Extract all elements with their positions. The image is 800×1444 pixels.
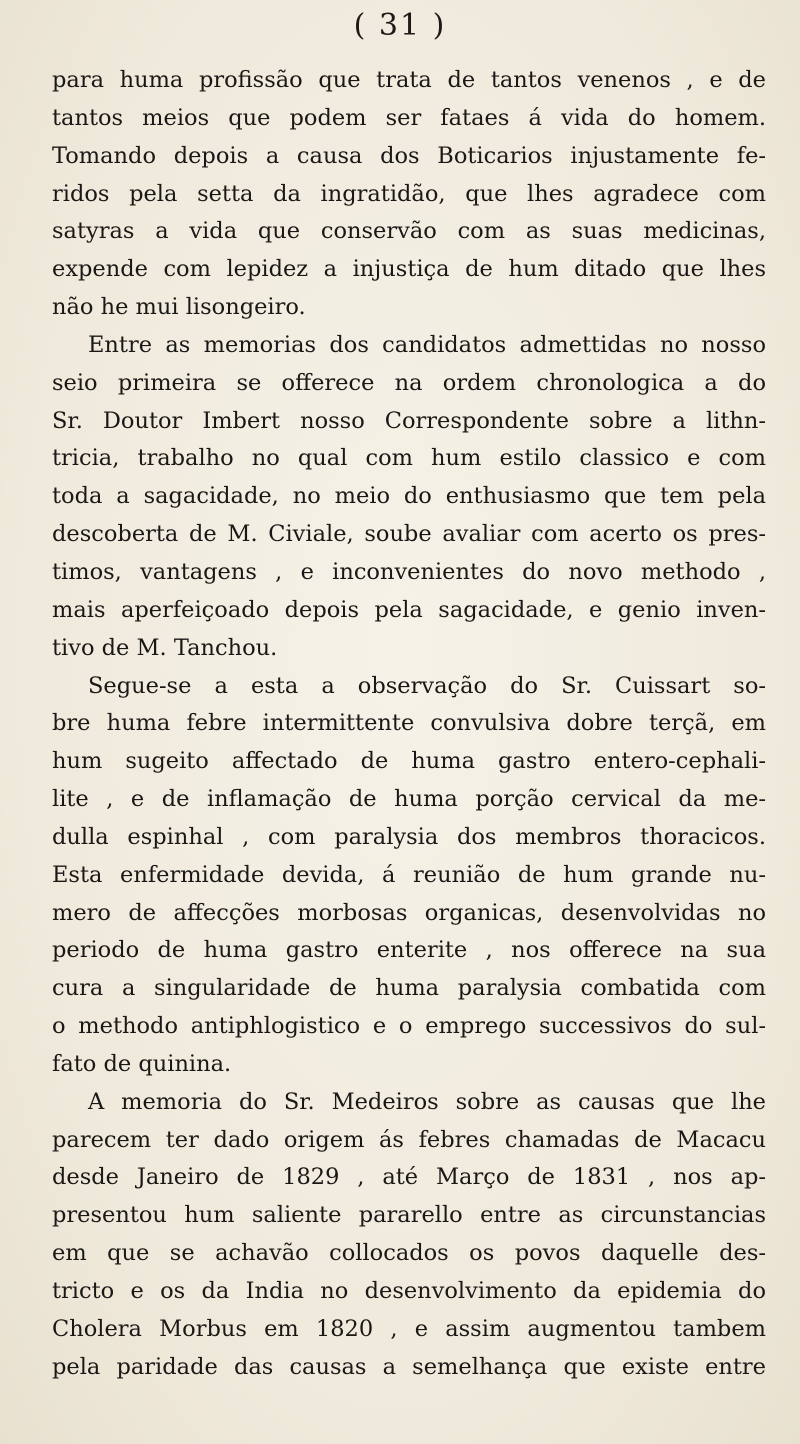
text-line: mais aperfeiçoado depois pela sagacidade, e genio inven- [52, 596, 766, 623]
text-line: fato de quinina. [52, 1050, 232, 1077]
page-number: ( 31 ) [353, 8, 447, 43]
text-line: Cholera Morbus em 1820 , e assim augmentou tambem [52, 1315, 766, 1342]
text-line: Sr. Doutor Imbert nosso Correspondente sobre a lithn- [52, 407, 766, 434]
text-line: bre huma febre intermittente convulsiva dobre terçã, em [52, 710, 766, 737]
text-line: dulla espinhal , com paralysia dos membros thoracicos. [52, 823, 766, 850]
text-line: tricia, trabalho no qual com hum estilo classico e com [52, 445, 766, 472]
text-line: satyras a vida que conservão com as suas medicinas, [52, 218, 766, 245]
text-line: tantos meios que podem ser fataes á vida do homem. [52, 104, 766, 131]
text-line: para huma profissão que trata de tantos venenos , e de [52, 67, 766, 93]
text-line: em que se achavão collocados os povos daquelle des- [52, 1240, 766, 1267]
text-line: seio primeira se offerece na ordem chronologica a do [52, 369, 766, 396]
text-line: descoberta de M. Civiale, soube avaliar com acerto os pres- [52, 521, 766, 548]
text-line: parecem ter dado origem ás febres chamadas de Macacu [52, 1126, 766, 1153]
text-line: o methodo antiphlogistico e o emprego successivos do sul- [52, 1013, 766, 1040]
text-line: cura a singularidade de huma paralysia combatida com [52, 975, 766, 1002]
text-line: toda a sagacidade, no meio do enthusiasmo que tem pela [52, 483, 766, 510]
text-line: A memoria do Sr. Medeiros sobre as causas que lhe [88, 1088, 766, 1115]
text-line: Esta enfermidade devida, á reunião de hum grande nu- [52, 861, 766, 888]
text-line: hum sugeito affectado de huma gastro entero-cephali- [52, 748, 766, 775]
text-line: presentou hum saliente pararello entre as circunstancias [52, 1202, 766, 1229]
text-line: desde Janeiro de 1829 , até Março de 1831 , nos ap- [52, 1164, 766, 1191]
body-text [52, 62, 766, 1387]
text-line: timos, vantagens , e inconvenientes do novo methodo , [52, 558, 766, 585]
text-line: expende com lepidez a injustiça de hum ditado que lhes [52, 256, 766, 283]
text-line: mero de affecções morbosas organicas, desenvolvidas no [52, 899, 766, 926]
text-line: pela paridade das causas a semelhança que existe entre [52, 1353, 766, 1380]
text-line: ridos pela setta da ingratidão, que lhes agradece com [52, 180, 766, 207]
text-line: Tomando depois a causa dos Boticarios injustamente fe- [52, 142, 766, 169]
text-line: Segue-se a esta a observação do Sr. Cuissart so- [88, 672, 766, 699]
text-line: Entre as memorias dos candidatos admettidas no nosso [88, 331, 766, 358]
text-line: lite , e de inflamação de huma porção cervical da me- [52, 786, 766, 813]
text-line: tivo de M. Tanchou. [52, 634, 278, 661]
text-line: não he mui lisongeiro. [52, 294, 306, 321]
text-line: periodo de huma gastro enterite , nos offerece na sua [52, 937, 766, 964]
text-line: tricto e os da India no desenvolvimento da epidemia do [52, 1278, 766, 1304]
